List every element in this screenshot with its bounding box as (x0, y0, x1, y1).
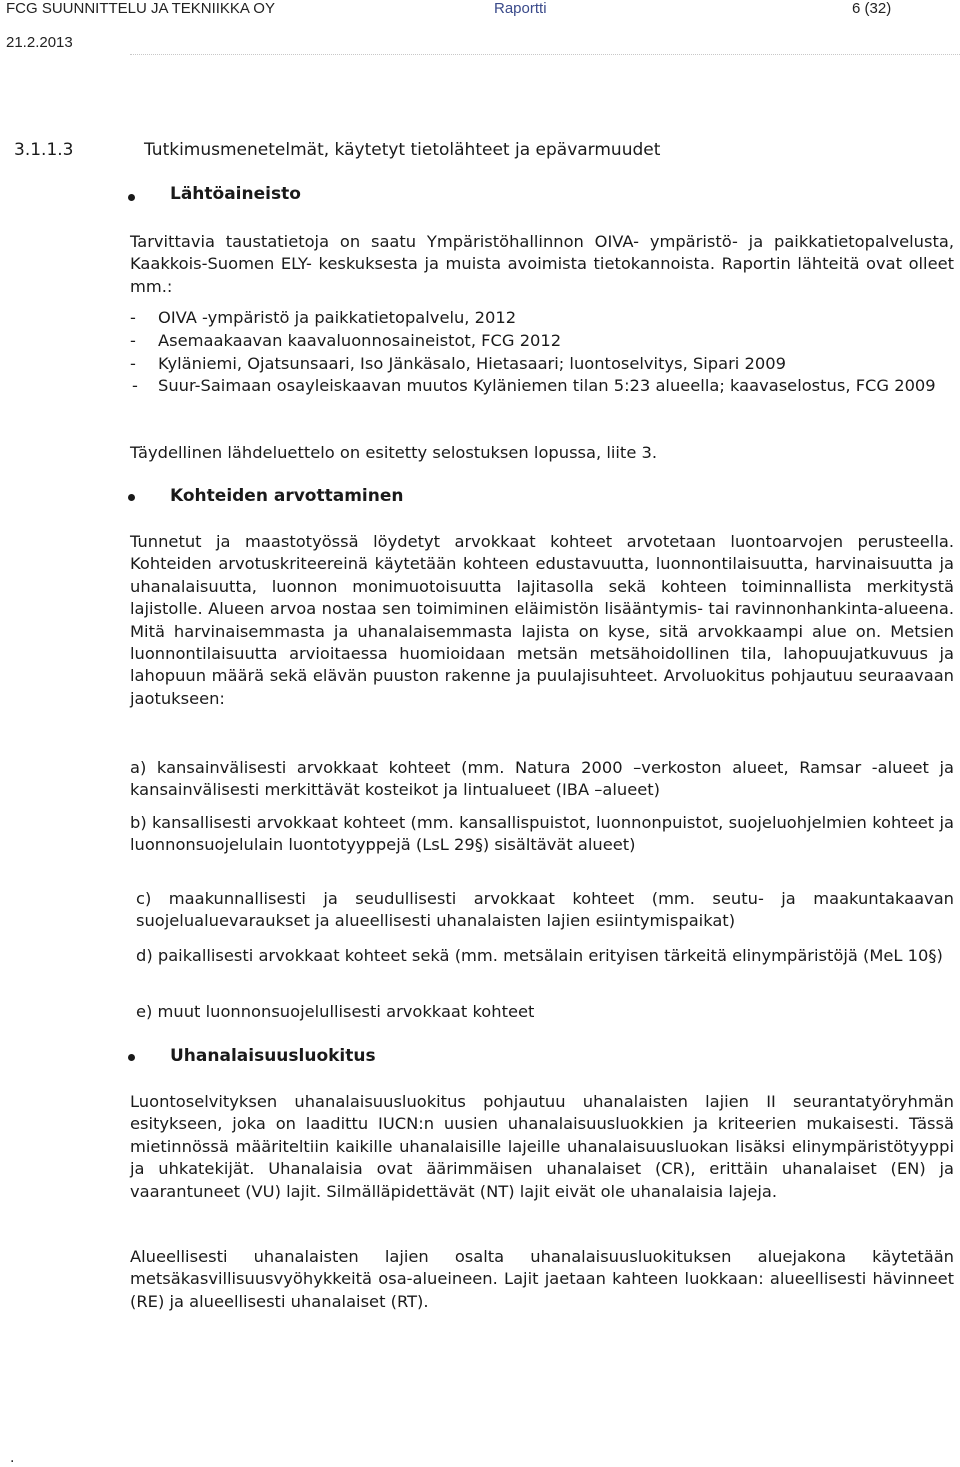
list-item: - Suur-Saimaan osayleiskaavan muutos Kyläniemen tilan 5:23 alueella; kaavaselostus, FCG 2009 (132, 376, 936, 396)
bullet-icon (128, 1054, 135, 1061)
subheading-text: Lähtöaineisto (170, 184, 301, 204)
list-item: - OIVA -ympäristö ja paikkatietopalvelu, 2012 (130, 308, 517, 327)
valuation-class-d: d) paikallisesti arvokkaat kohteet sekä (mm. metsälain erityisen tärkeitä elinympäristöjä (MeL 10§) (136, 946, 943, 965)
list-item-text: Kyläniemi, Ojatsunsaari, Iso Jänkäsalo, Hietasaari; luontoselvitys, Sipari 2009 (158, 353, 786, 373)
bullet-icon (128, 194, 135, 201)
company-name: FCG SUUNNITTELU JA TEKNIIKKA OY (6, 0, 275, 17)
valuation-class-b: b) kansallisesti arvokkaat kohteet (mm. kansallispuistot, luonnonpuistot, suojeluohjelmien kohteet ja luonnonsuojelulain luontotyyppejä (LsL 29§) sisältävät alueet) (130, 813, 954, 855)
threat-paragraph-2: Alueellisesti uhanalaisten lajien osalta uhanalaisuusluokituksen aluejakona käytetään metsäkasvillisuusvyöhykkeitä osa-alueineen. Lajit jaetaan kahteen luokkaan: alueellisesti hävinneet (RE) ja alueellisesti uhanalaiset (RT). (130, 1247, 954, 1311)
subheading-text: Uhanalaisuusluokitus (170, 1046, 376, 1066)
list-item-text: OIVA -ympäristö ja paikkatietopalvelu, 2012 (158, 308, 517, 327)
full-reference-note: Täydellinen lähdeluettelo on esitetty selostuksen lopussa, liite 3. (130, 443, 658, 462)
document-type: Raportti (494, 0, 547, 17)
subheading-text: Kohteiden arvottaminen (170, 486, 404, 506)
list-item-text: Asemaakaavan kaavaluonnosaineistot, FCG 2012 (158, 330, 562, 350)
threat-paragraph-1: Luontoselvityksen uhanalaisuusluokitus pohjautuu uhanalaisten lajien II seurantatyöryhmän esitykseen, joka on laadittu IUCN:n uusien uhanalaisuusluokkien ja kriteerien mukaisesti. Tässä mietinnössä määriteltiin kaikille uhanalaisille lajeille uhanalaisuusluokan lisäksi elinympäristötyyppi ja uhkatekijät. Uhanalaisia ovat äärimmäisen uhanalaiset (CR), erittäin uhanalaiset (EN) ja vaarantuneet (VU) lajit. Silmälläpidettävät (NT) lajit eivät ole uhanalaisia lajeja. (130, 1092, 954, 1201)
document-date: 21.2.2013 (6, 34, 73, 51)
valuation-paragraph: Tunnetut ja maastotyössä löydetyt arvokkaat kohteet arvotetaan luontoarvojen perusteella. Kohteiden arvotuskriteereinä käytetään kohteen edustavuutta, luonnontilaisuutta, harvinaisuutta ja uhanalaisuutta, luonnon monimuotoisuutta lajitasolla sekä kohteen toiminnallista merkitystä lajistolle. Alueen arvoa nostaa sen toimiminen eläimistön lisääntymis- tai ravinnonhankinta-alueena. Mitä harvinaisemmasta ja uhanalaisemmasta lajista on kyse, sitä arvokkaampi alue on. Metsien luonnontilaisuutta arvioitaessa huomioidaan metsän metsähoidollinen tila, lahopuujatkuvuus ja lahopuun määrä sekä elävän puuston rakenne ja puulajisuhteet. Arvoluokitus pohjautuu seuraavaan jaotukseen: (130, 532, 954, 708)
list-item-text: Suur-Saimaan osayleiskaavan muutos Kyläniemen tilan 5:23 alueella; kaavaselostus, FCG 2009 (158, 376, 936, 396)
section-title: Tutkimusmenetelmät, käytetyt tietolähteet ja epävarmuudet (144, 140, 661, 160)
bullet-icon (128, 494, 135, 501)
valuation-class-e: e) muut luonnonsuojelullisesti arvokkaat kohteet (136, 1002, 535, 1021)
source-list (130, 307, 956, 398)
valuation-class-a: a) kansainvälisesti arvokkaat kohteet (mm. Natura 2000 –verkoston alueet, Ramsar -alueet ja kansainvälisesti merkittävät kosteikot ja lintualueet (IBA –alueet) (130, 758, 954, 800)
list-item: - Kyläniemi, Ojatsunsaari, Iso Jänkäsalo, Hietasaari; luontoselvitys, Sipari 2009 (130, 353, 786, 373)
list-item: - Asemaakaavan kaavaluonnosaineistot, FCG 2012 (130, 330, 562, 350)
valuation-class-c: c) maakunnallisesti ja seudullisesti arvokkaat kohteet (mm. seutu- ja maakuntakaavan suojelualuevaraukset ja alueellisesti uhanalaisten lajien esiintymispaikat) (136, 889, 954, 931)
page-number: 6 (32) (852, 0, 892, 17)
section-number: 3.1.1.3 (14, 140, 74, 160)
source-intro-paragraph: Tarvittavia taustatietoja on saatu Ympäristöhallinnon OIVA- ympäristö- ja paikkatietopalvelusta, Kaakkois-Suomen ELY- keskuksesta ja muista avoimista tietokannoista. Raportin lähteitä ovat olleet mm.: (130, 232, 954, 296)
page-header (0, 0, 960, 60)
footer-mark: . (10, 1450, 15, 1466)
header-divider (130, 54, 960, 55)
